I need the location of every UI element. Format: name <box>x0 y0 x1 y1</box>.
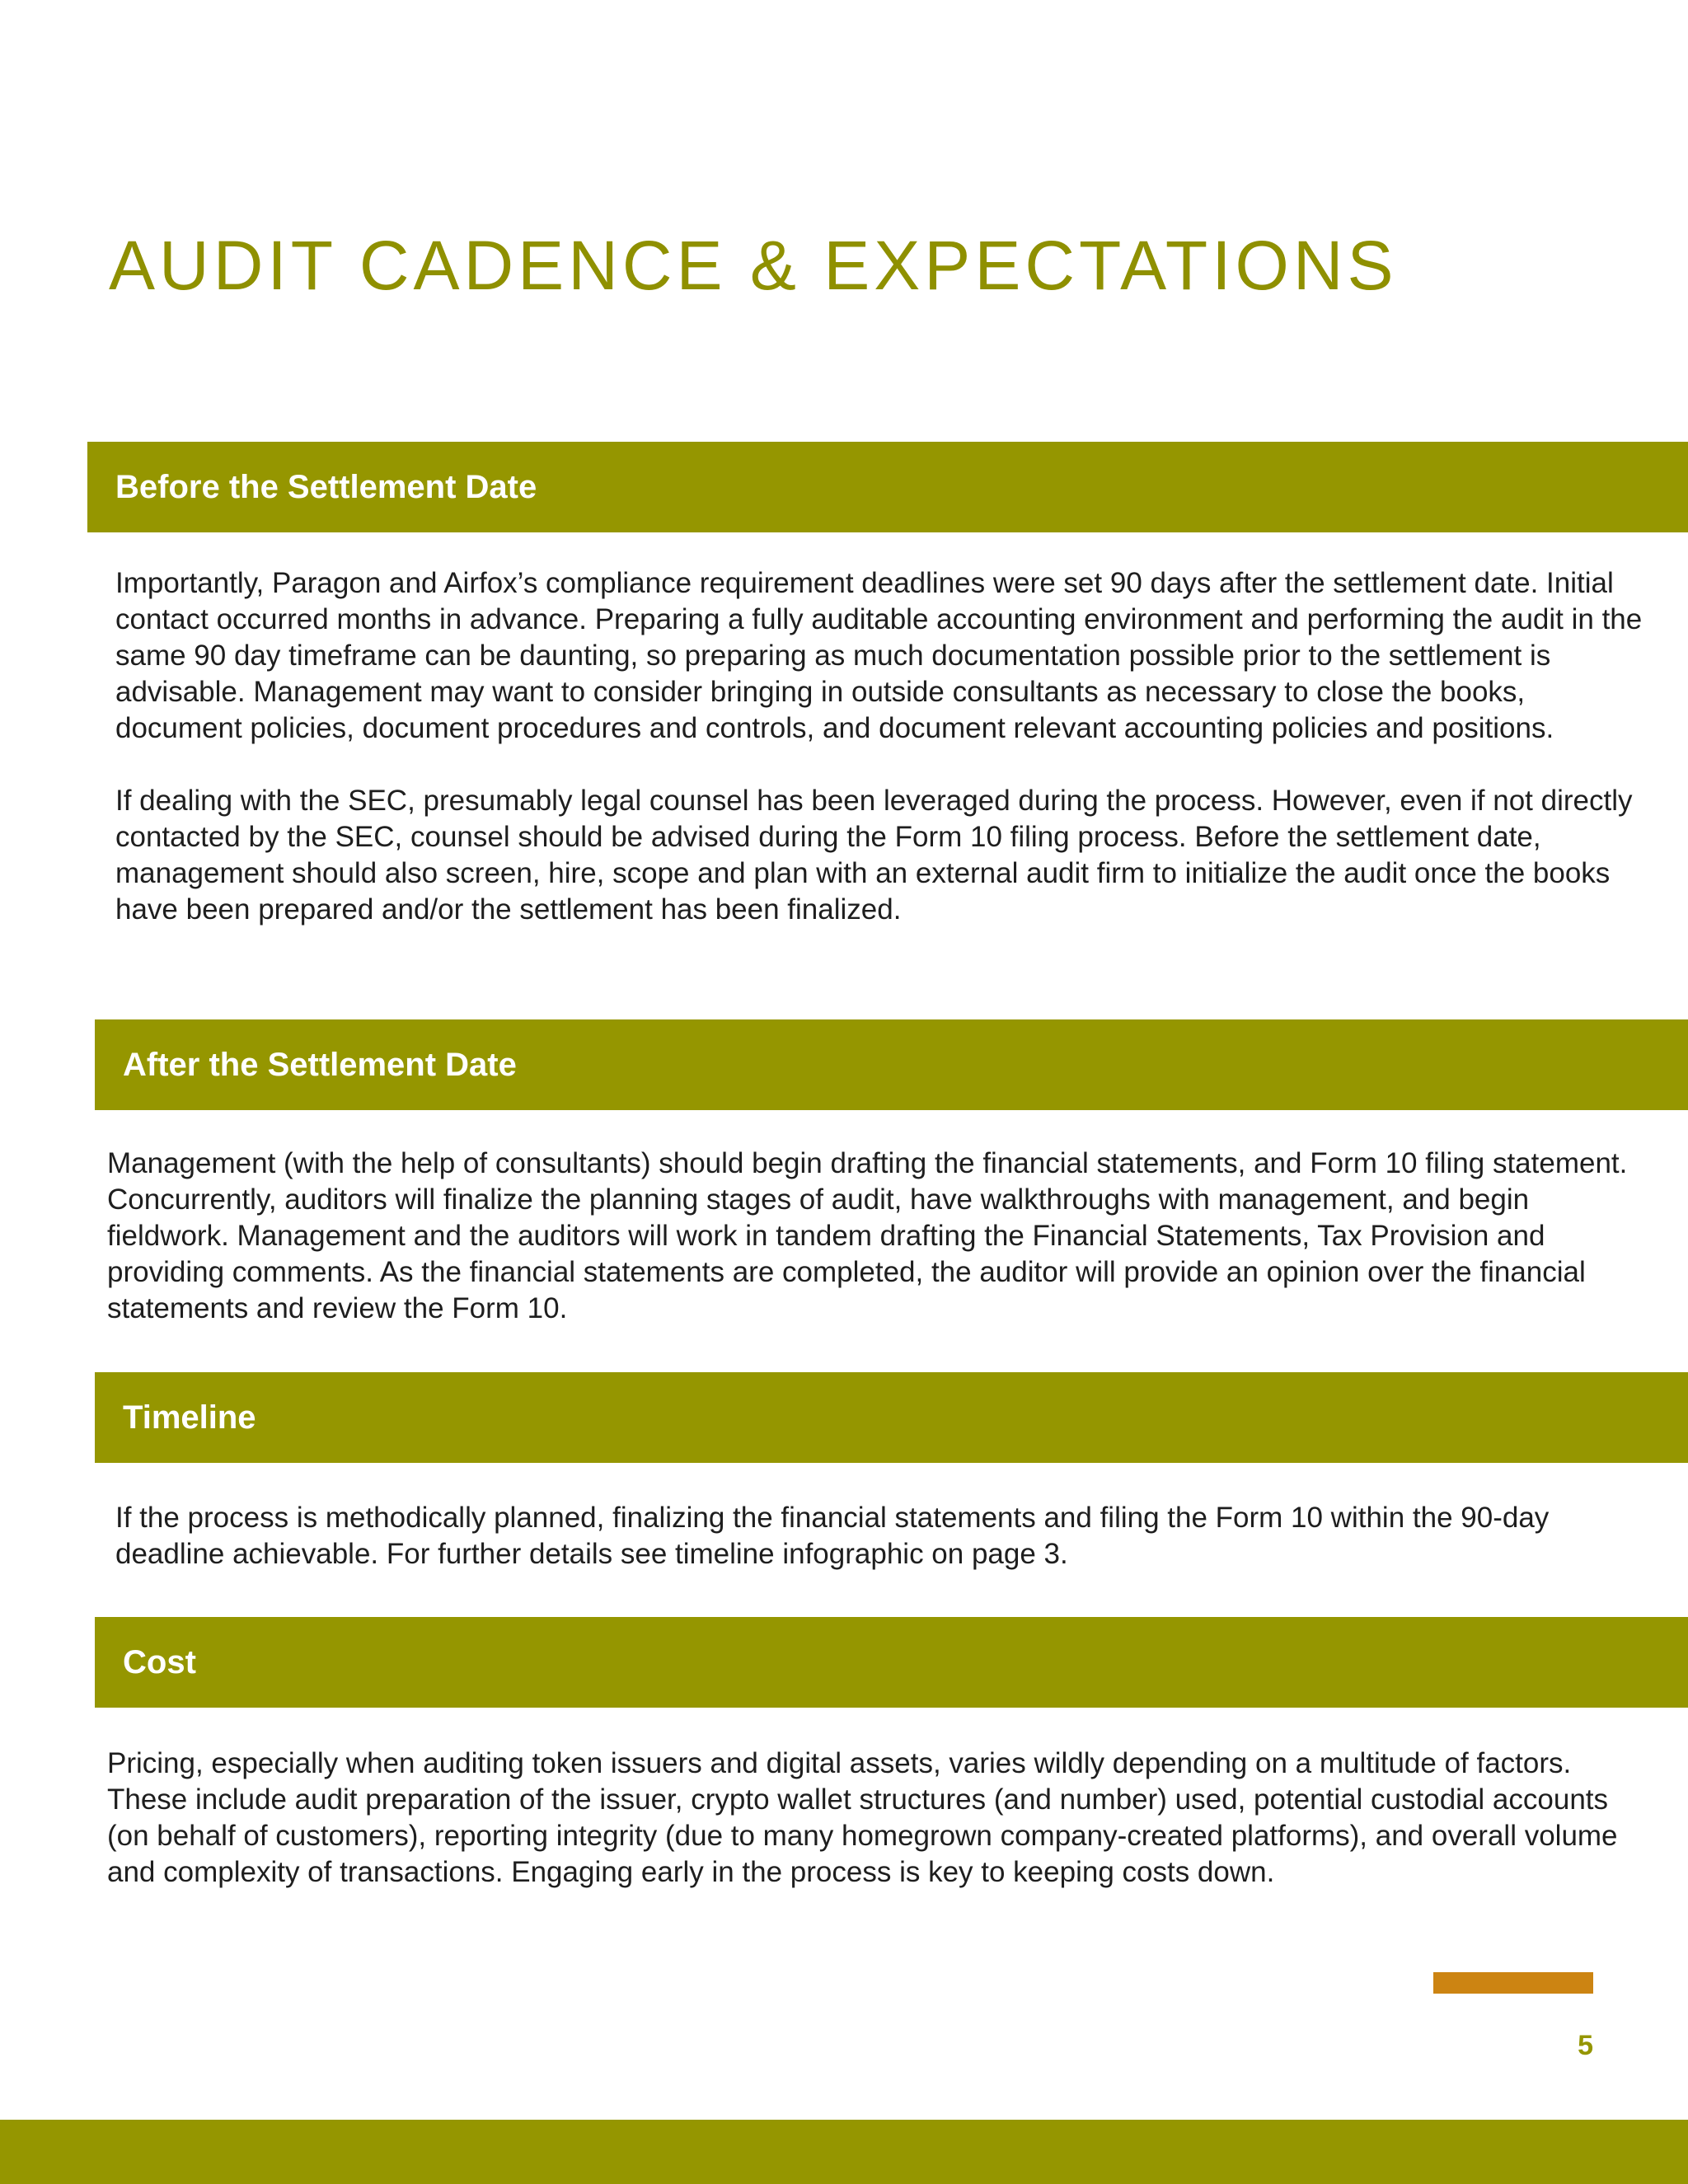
section-body-cost <box>107 1746 1657 1891</box>
page-number: 5 <box>1578 2030 1593 2061</box>
footer-band <box>0 2120 1688 2184</box>
page-title: AUDIT CADENCE & EXPECTATIONS <box>109 227 1398 304</box>
section-heading: Before the Settlement Date <box>115 468 537 505</box>
paragraph: Management (with the help of consultants) should begin drafting the financial statements, and Form 10 filing statement. Concurrently, auditors will finalize the planning stages of audit, have walkthroughs with management, and begin fieldwork. Management and the auditors will work in tandem drafting the Financial Statements, Tax Provision and providing comments. As the financial statements are completed, the auditor will provide an opinion over the financial statements and review the Form 10. <box>107 1147 1628 1324</box>
section-heading: After the Settlement Date <box>123 1046 517 1083</box>
accent-bar <box>1433 1972 1593 1994</box>
section-heading: Cost <box>123 1643 196 1680</box>
section-body-after-settlement <box>107 1146 1657 1327</box>
section-header-timeline <box>95 1372 1688 1463</box>
paragraph: If dealing with the SEC, presumably legal counsel has been leveraged during the process. However, even if not directly contacted by the SEC, counsel should be advised during the Form 10 filing process. Before the settlement date, management should also screen, hire, scope and plan with an external audit firm to initialize the audit once the books have been prepared and/or the settlement has been finalized. <box>115 785 1633 926</box>
paragraph: If the process is methodically planned, finalizing the financial statements and filing the Form 10 within the 90-day deadline achievable. For further details see timeline infographic on page 3. <box>115 1502 1550 1570</box>
paragraph: Importantly, Paragon and Airfox’s compliance requirement deadlines were set 90 days after the settlement date. Initial contact occurred months in advance. Preparing a fully auditable accounting environment and performing the audit in the same 90 day timeframe can be daunting, so preparing as much documentation possible prior to the settlement is advisable. Management may want to consider bringing in outside consultants as necessary to close the books, document policies, document procedures and controls, and document relevant accounting policies and positions. <box>115 567 1643 744</box>
section-body-before-settlement <box>115 565 1657 928</box>
section-header-after-settlement <box>95 1019 1688 1110</box>
paragraph: Pricing, especially when auditing token issuers and digital assets, varies wildly depending on a multitude of factors. These include audit preparation of the issuer, crypto wallet structures (and number) used, potential custodial accounts (on behalf of customers), reporting integrity (due to many homegrown company-created platforms), and overall volume and complexity of transactions. Engaging early in the process is key to keeping costs down. <box>107 1747 1618 1888</box>
section-header-cost <box>95 1617 1688 1708</box>
section-body-timeline <box>115 1500 1657 1572</box>
section-heading: Timeline <box>123 1399 256 1436</box>
section-header-before-settlement <box>87 442 1688 532</box>
